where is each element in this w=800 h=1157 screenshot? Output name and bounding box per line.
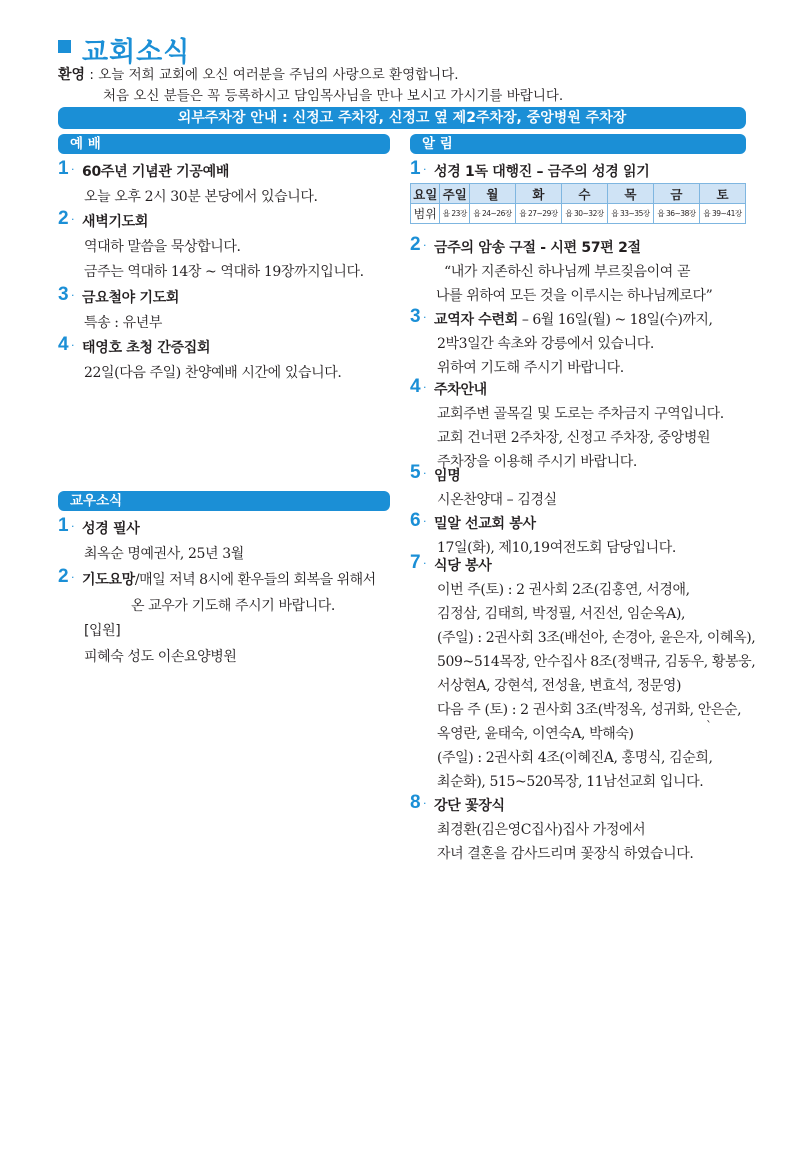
- item-dot: ·: [71, 289, 75, 302]
- item-title-rest: – 6월 16일(월) ~ 18일(수)까지,: [517, 312, 713, 328]
- schedule-range-cell: 욥 24~26장: [469, 204, 515, 224]
- reading-schedule-table: [410, 183, 746, 224]
- schedule-range-cell: 욥 33~35장: [607, 204, 653, 224]
- item-dot: ·: [423, 467, 427, 480]
- item-dot: ·: [423, 381, 427, 394]
- worship-item-2-line-1: 역대하 말씀을 묵상합니다.: [84, 239, 241, 255]
- stray-mark: `: [706, 719, 712, 733]
- item-number: 2: [58, 208, 69, 229]
- item-number: 8: [410, 792, 421, 813]
- item-dot: ·: [423, 163, 427, 176]
- item-number: 1: [58, 158, 69, 179]
- item-number: 5: [410, 462, 421, 483]
- notice-item-2-line-1: “내가 지존하신 하나님께 부르짖음이여 곧: [444, 264, 691, 280]
- item-title: [434, 309, 712, 329]
- worship-item-4-line-1: 22일(다음 주일) 찬양예배 시간에 있습니다.: [84, 365, 342, 381]
- item-title: 태영호 초청 간증집회: [82, 340, 211, 356]
- item-title: 새벽기도회: [82, 214, 149, 230]
- item-number: 2: [58, 566, 69, 587]
- worship-section-heading: 예 배: [58, 134, 390, 154]
- item-number: 3: [58, 284, 69, 305]
- notice-item-7-line-9: 최순화), 515~520목장, 11남선교회 입니다.: [437, 774, 704, 790]
- schedule-header-cell: 월: [469, 184, 515, 204]
- welcome-line-1: : 오늘 저희 교회에 오신 여러분을 주님의 사랑으로 환영합니다.: [85, 67, 459, 83]
- item-dot: ·: [423, 797, 427, 810]
- item-title: 주차안내: [434, 382, 487, 398]
- item-title: 밀알 선교회 봉사: [434, 516, 536, 532]
- admit-line: 피혜숙 성도 이손요양병원: [84, 649, 237, 665]
- item-number: 2: [410, 234, 421, 255]
- title-square-icon: [58, 40, 71, 53]
- item-title-rest: /매일 저녁 8시에 환우들의 회복을 위해서: [134, 572, 376, 588]
- item-dot: ·: [71, 339, 75, 352]
- news-section-heading: 교우소식: [58, 491, 390, 511]
- schedule-range-cell: 욥 39~41장: [699, 204, 745, 224]
- parking-banner: 외부주차장 안내 : 신정고 주차장, 신정고 옆 제2주차장, 중앙병원 주차장: [58, 107, 746, 129]
- item-number: 4: [410, 376, 421, 397]
- admit-label: [입원]: [84, 623, 121, 639]
- schedule-range-cell: 욥 30~32장: [561, 204, 607, 224]
- item-number: 3: [410, 306, 421, 327]
- schedule-header-row: [411, 184, 746, 204]
- notice-item-7-line-8: (주일) : 2권사회 4조(이혜진A, 홍명식, 김순희,: [437, 750, 713, 766]
- item-dot: ·: [423, 239, 427, 252]
- item-dot: ·: [71, 213, 75, 226]
- item-title: 임명: [434, 468, 461, 484]
- item-number: 6: [410, 510, 421, 531]
- item-title: 식당 봉사: [434, 558, 492, 574]
- schedule-header-cell: 화: [515, 184, 561, 204]
- item-title: 금요철야 기도회: [82, 290, 180, 306]
- schedule-header-cell: 주일: [440, 184, 469, 204]
- notice-item-4-line-2: 교회 건너편 2주차장, 신정고 주차장, 중앙병원: [437, 430, 711, 446]
- notice-item-8-line-2: 자녀 결혼을 감사드리며 꽃장식 하였습니다.: [437, 846, 694, 862]
- item-dot: ·: [71, 520, 75, 533]
- notice-item-7-line-3: (주일) : 2권사회 3조(배선아, 손경아, 윤은자, 이혜옥),: [437, 630, 756, 646]
- news-item-2-line-1: 온 교우가 기도해 주시기 바랍니다.: [131, 598, 335, 614]
- news-item-1-line-1: 최옥순 명예권사, 25년 3월: [84, 546, 244, 562]
- worship-item-1-line-1: 오늘 오후 2시 30분 본당에서 있습니다.: [84, 189, 318, 205]
- page-title-text: 교회소식: [82, 37, 191, 68]
- item-title-strong: 기도요망: [82, 572, 135, 588]
- worship-item-3-line-1: 특송 : 유년부: [84, 315, 163, 331]
- notice-item-7-line-2: 김정삼, 김태희, 박정필, 서진선, 임순옥A),: [437, 606, 686, 622]
- notice-section-heading: 알 림: [410, 134, 746, 154]
- notice-item-7-line-6: 다음 주 (토) : 2 권사회 3조(박정옥, 성귀화, 안은순,: [437, 702, 742, 718]
- item-title: 성경 필사: [82, 521, 140, 537]
- item-title-strong: 교역자 수련회: [434, 312, 518, 328]
- notice-item-2-line-2: 나를 위하여 모든 것을 이루시는 하나님께로다”: [436, 288, 713, 304]
- notice-item-7-line-4: 509~514목장, 안수집사 8조(정백규, 김동우, 황봉웅,: [437, 654, 756, 670]
- notice-item-4-line-1: 교회주변 골목길 및 도로는 주차금지 구역입니다.: [437, 406, 724, 422]
- schedule-range-cell: 범위: [411, 204, 440, 224]
- welcome-line-2: 처음 오신 분들은 꼭 등록하시고 담임목사님을 만나 보시고 가시기를 바랍니다.: [103, 88, 564, 104]
- schedule-header-cell: 토: [699, 184, 745, 204]
- schedule-header-cell: 요일: [411, 184, 440, 204]
- schedule-header-cell: 금: [653, 184, 699, 204]
- item-title: [82, 569, 376, 589]
- item-dot: ·: [423, 311, 427, 324]
- item-dot: ·: [71, 571, 75, 584]
- item-title: 60주년 기념관 기공예배: [82, 164, 230, 180]
- schedule-range-cell: 욥 23장: [440, 204, 469, 224]
- schedule-range-row: [411, 204, 746, 224]
- item-dot: ·: [71, 163, 75, 176]
- item-title: 금주의 암송 구절 - 시편 57편 2절: [434, 240, 641, 256]
- item-number: 4: [58, 334, 69, 355]
- schedule-header-cell: 수: [561, 184, 607, 204]
- item-number: 7: [410, 552, 421, 573]
- notice-item-7-line-5: 서상현A, 강현석, 전성율, 변효석, 정문영): [437, 678, 682, 694]
- notice-item-8-line-1: 최경환(김은영C집사)집사 가정에서: [437, 822, 646, 838]
- welcome-label: 환영: [58, 67, 86, 83]
- notice-item-7-line-1: 이번 주(토) : 2 권사회 2조(김홍연, 서경애,: [437, 582, 690, 598]
- schedule-header-cell: 목: [607, 184, 653, 204]
- item-number: 1: [58, 515, 69, 536]
- item-number: 1: [410, 158, 421, 179]
- item-dot: ·: [423, 557, 427, 570]
- notice-item-7-line-7: 옥영란, 윤태숙, 이연숙A, 박해숙): [437, 726, 634, 742]
- notice-item-6-line-1: 17일(화), 제10,19여전도회 담당입니다.: [437, 540, 676, 556]
- worship-item-2-line-2: 금주는 역대하 14장 ~ 역대하 19장까지입니다.: [84, 264, 364, 280]
- notice-item-4-line-3: 주차장을 이용해 주시기 바랍니다.: [437, 454, 637, 470]
- schedule-range-cell: 욥 36~38장: [653, 204, 699, 224]
- item-dot: ·: [423, 515, 427, 528]
- notice-item-3-line-2: 위하여 기도해 주시기 바랍니다.: [437, 360, 624, 376]
- schedule-range-cell: 욥 27~29장: [515, 204, 561, 224]
- item-title: 강단 꽃장식: [434, 798, 505, 814]
- welcome-message: [58, 66, 459, 84]
- item-title: 성경 1독 대행진 – 금주의 성경 읽기: [434, 164, 650, 180]
- notice-item-5-line-1: 시온찬양대 – 김경실: [437, 492, 557, 508]
- notice-item-3-line-1: 2박3일간 속초와 강릉에서 있습니다.: [437, 336, 654, 352]
